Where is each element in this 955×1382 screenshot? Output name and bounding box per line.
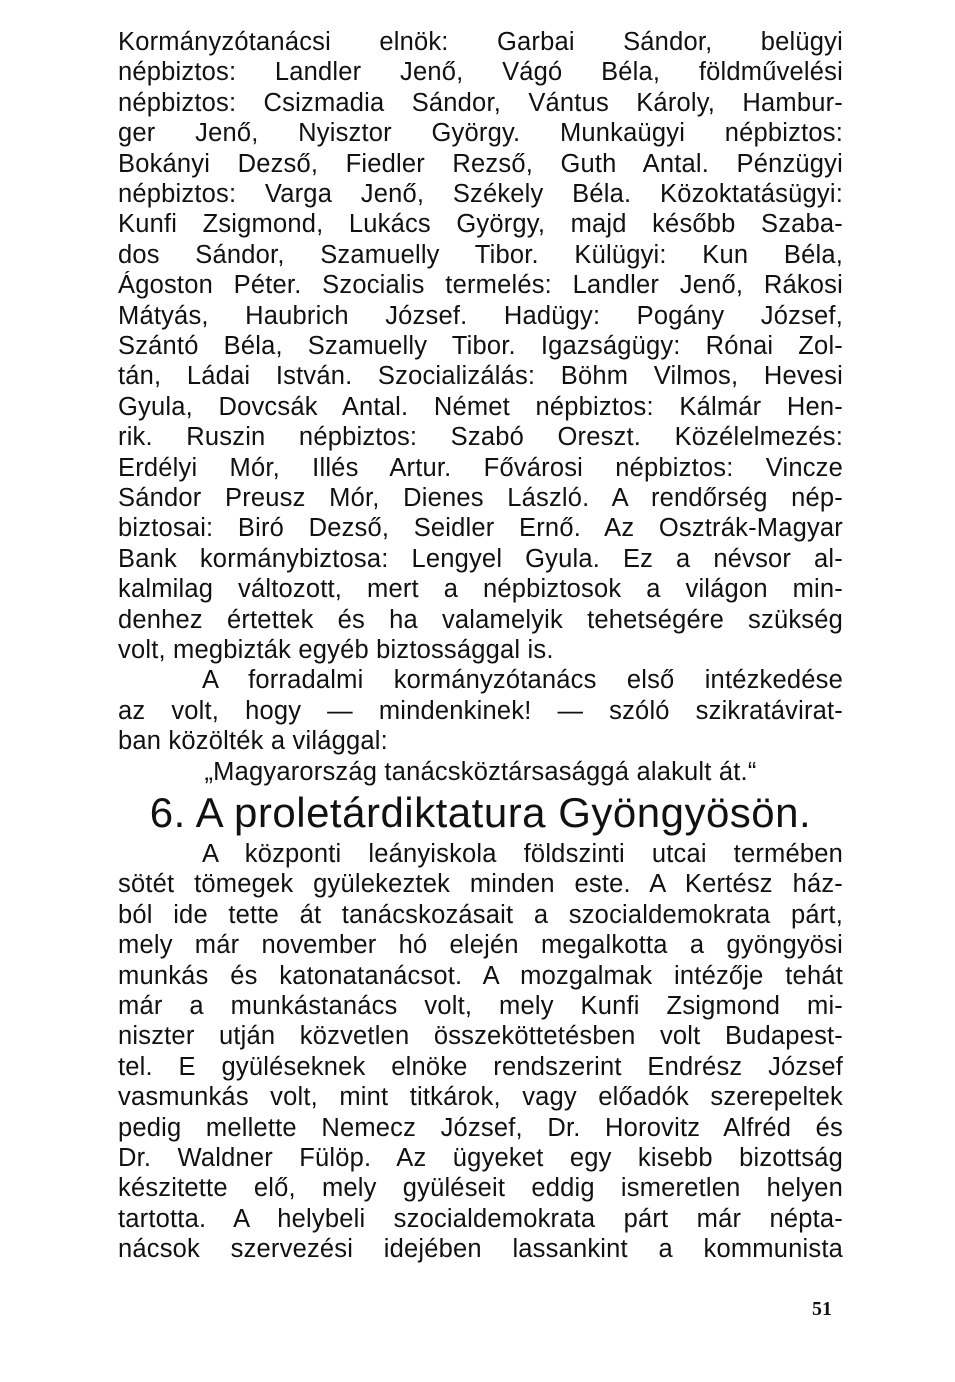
text-line: ból ide tette át tanácskozásait a szocialdemokrata párt, (118, 900, 843, 929)
text-line: népbiztos: Landler Jenő, Vágó Béla, földművelési (118, 58, 843, 87)
text-line: volt, megbizták egyéb biztossággal is. (118, 636, 554, 664)
text-line: tel. E gyüléseknek elnöke rendszerint Endrész József (118, 1052, 843, 1081)
text-line: Bank kormánybiztosa: Lengyel Gyula. Ez a névsor al- (118, 544, 843, 573)
text-line: rik. Ruszin népbiztos: Szabó Oreszt. Közélelmezés: (118, 423, 843, 452)
text-line: tartotta. A helybeli szocialdemokrata párt már népta- (118, 1204, 843, 1233)
text-line: pedig mellette Nemecz József, Dr. Horovitz Alfréd és (118, 1113, 843, 1142)
text-line: A központi leányiskola földszinti utcai termében (202, 840, 843, 868)
text-line: ban közölték a világgal: (118, 727, 388, 756)
text-line: mely már november hó elején megalkotta a gyöngyösi (118, 931, 843, 960)
text-line: Dr. Waldner Fülöp. Az ügyeket egy kisebb bizottság (118, 1144, 843, 1172)
text-line: nácsok szervezési idejében lassankint a kommunista (118, 1235, 843, 1264)
text-line: vasmunkás volt, mint titkárok, vagy előadók szerepeltek (118, 1083, 843, 1112)
text-line: kalmilag változott, mert a népbiztosok a világon min- (118, 575, 843, 604)
text-line: Erdélyi Mór, Illés Artur. Fővárosi népbiztos: Vincze (118, 453, 843, 482)
text-line: Bokányi Dezső, Fiedler Rezső, Guth Antal. Pénzügyi (118, 149, 843, 178)
text-line: ger Jenő, Nyisztor György. Munkaügyi népbiztos: (118, 119, 843, 148)
text-line: sötét tömegek gyülekeztek minden este. A Kertész ház- (118, 870, 843, 899)
text-line: Mátyás, Haubrich József. Hadügy: Pogány József, (118, 301, 843, 330)
text-line: Sándor Preusz Mór, Dienes László. A rendőrség nép- (118, 484, 843, 512)
text-line: Szántó Béla, Szamuelly Tibor. Igazságügy: Rónai Zol- (118, 332, 843, 360)
text-line: munkás és katonatanácsot. A mozgalmak intézője tehát (118, 961, 843, 990)
chapter-heading: 6. A proletárdiktatura Gyöngyösön. (149, 789, 812, 836)
text-line: népbiztos: Csizmadia Sándor, Vántus Károly, Hambur- (118, 88, 843, 117)
text-line: már a munkástanács volt, mely Kunfi Zsigmond mi- (118, 992, 843, 1020)
text-line: tán, Ládai István. Szocializálás: Böhm Vilmos, Hevesi (118, 362, 843, 391)
page-number: 51 (812, 1298, 832, 1320)
text-line: népbiztos: Varga Jenő, Székely Béla. Közoktatásügyi: (118, 180, 843, 208)
telegram-quote: „Magyarország tanácsköztársasággá alakult át.“ (204, 757, 757, 786)
text-line: Ágoston Péter. Szocialis termelés: Landler Jenő, Rákosi (118, 271, 843, 300)
text-line: biztosai: Biró Dezső, Seidler Ernő. Az Osztrák-Magyar (118, 514, 843, 543)
text-line: denhez értettek és ha valamelyik tehetségére szükség (118, 605, 843, 634)
text-line: az volt, hogy — mindenkinek! — szóló szikratávirat- (118, 696, 843, 725)
text-line: A forradalmi kormányzótanács első intézkedése (202, 666, 843, 695)
text-line: Kunfi Zsigmond, Lukács György, majd később Szaba- (118, 210, 843, 239)
text-line: niszter utján közvetlen összeköttetésben volt Budapest- (118, 1022, 843, 1051)
text-line: készitette elő, mely gyüléseit eddig ismeretlen helyen (118, 1174, 843, 1203)
text-line: dos Sándor, Szamuelly Tibor. Külügyi: Kun Béla, (118, 240, 843, 269)
text-line: Gyula, Dovcsák Antal. Német népbiztos: Kálmár Hen- (118, 392, 843, 421)
text-line: Kormányzótanácsi elnök: Garbai Sándor, belügyi (118, 28, 843, 56)
